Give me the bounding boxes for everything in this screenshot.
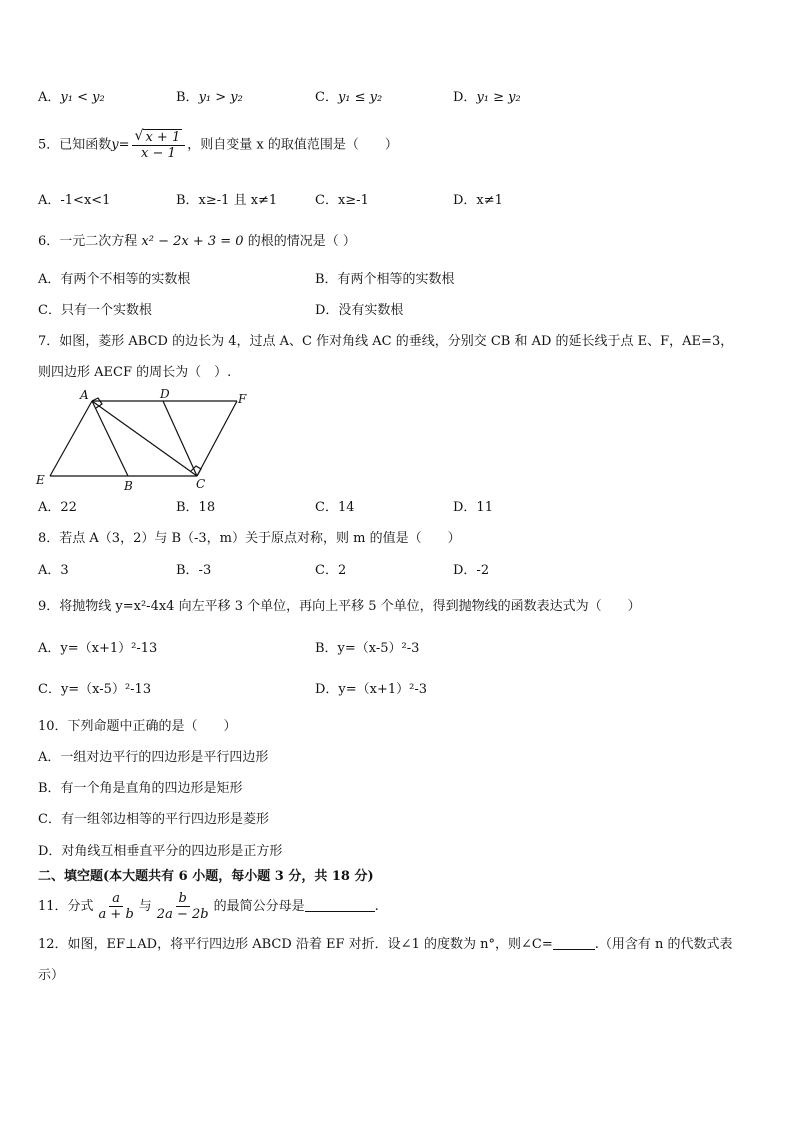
q7-rhombus-figure [30,386,260,496]
q7-option-c: C．14 [315,500,355,515]
q9-option-b: B．y=（x-5）²-3 [315,641,420,656]
q5-option-a: A．-1<x<1 [38,193,111,208]
q8-option-c: C．2 [315,563,347,578]
q10-option-d: D．对角线互相垂直平分的四边形是正方形 [38,844,283,859]
q9-option-d: D．y=（x+1）²-3 [315,682,428,697]
q7-diagonal-ac [92,401,197,476]
q12-stem-line2: 示） [38,968,65,983]
q11-stem: 11．分式 $\frac{a}{a + b}$ 与 $\frac{b}{2a - 2b}$ 的最简公分母是 . [38,891,379,922]
q6-option-c: C．只有一个实数根 [38,303,152,318]
q10-option-a: A．一组对边平行的四边形是平行四边形 [38,750,269,765]
section-heading-fill-in: 二、填空题(本大题共有 6 小题，每小题 3 分，共 18 分) [38,869,374,884]
q6-option-b: B．有两个相等的实数根 [315,272,455,287]
q11-fraction-1: $\frac{a}{a + b}$ [98,891,134,922]
q7-stem-line1: 7．如图，菱形 ABCD 的边长为 4，过点 A、C 作对角线 AC 的垂线，分别交 CB 和 AD 的延长线于点 E、F，AE=3， [38,334,734,349]
q10-option-c: C．有一组邻边相等的平行四边形是菱形 [38,812,269,827]
q7-label-b: B [124,479,133,493]
q4-option-b: B．y₁ > y₂ [176,90,243,105]
q9-stem: 9．将抛物线 y=x²-4x4 向左平移 3 个单位，再向上平移 5 个单位，得到抛物线的函数表达式为（ ） [38,599,641,614]
q4-option-a: A．y₁ < y₂ [38,90,105,105]
q12-answer-blank [553,936,595,950]
q7-label-d: D [160,387,170,401]
q5-option-d: D．x≠1 [453,193,503,208]
q8-option-a: A．3 [38,563,69,578]
q7-label-a: A [80,388,89,402]
q7-label-e: E [36,473,45,487]
q5-option-b: B．x≥-1 且 x≠1 [176,193,278,208]
q4-option-d: D．y₁ ≥ y₂ [453,90,521,105]
q7-label-f: F [238,392,247,406]
q8-stem: 8．若点 A（3，2）与 B（-3，m）关于原点对称，则 m 的值是（ ） [38,531,461,546]
q11-fraction-2: $\frac{b}{2a - 2b}$ [156,891,209,922]
q5-option-c: C．x≥-1 [315,193,369,208]
q8-option-b: B．-3 [176,563,212,578]
q7-stem-line2: 则四边形 AECF 的周长为（ ）. [38,365,232,380]
q7-segment-dc [163,401,197,476]
q12-stem-line1: 12．如图，EF⊥AD，将平行四边形 ABCD 沿着 EF 对折．设∠1 的度数为 n°，则∠C= .（用含有 n 的代数式表 [38,937,733,952]
q11-answer-blank [305,898,375,912]
q7-segment-ae [50,401,92,476]
q5-stem: 5．已知函数y= √ x + 1 x − 1 ，则自变量 x 的取值范围是（ ） [38,128,398,161]
q9-option-a: A．y=（x+1）²-13 [38,641,158,656]
q6-option-d: D．没有实数根 [315,303,404,318]
q10-stem: 10．下列命题中正确的是（ ） [38,719,237,734]
q5-fraction: √ x + 1 x − 1 [132,129,186,161]
q7-label-c: C [196,477,206,491]
q6-stem: 6．一元二次方程 x² − 2x + 3 = 0 的根的情况是（ ） [38,234,356,249]
q4-option-c: C．y₁ ≤ y₂ [315,90,383,105]
q9-option-c: C．y=（x-5）²-13 [38,682,152,697]
q7-segment-ab [92,401,128,476]
q7-option-a: A．22 [38,500,77,515]
q6-option-a: A．有两个不相等的实数根 [38,272,191,287]
q7-segment-fc [197,401,237,476]
q10-option-b: B．有一个角是直角的四边形是矩形 [38,781,243,796]
q7-option-b: B．18 [176,500,216,515]
q8-option-d: D．-2 [453,563,490,578]
q7-option-d: D．11 [453,500,493,515]
